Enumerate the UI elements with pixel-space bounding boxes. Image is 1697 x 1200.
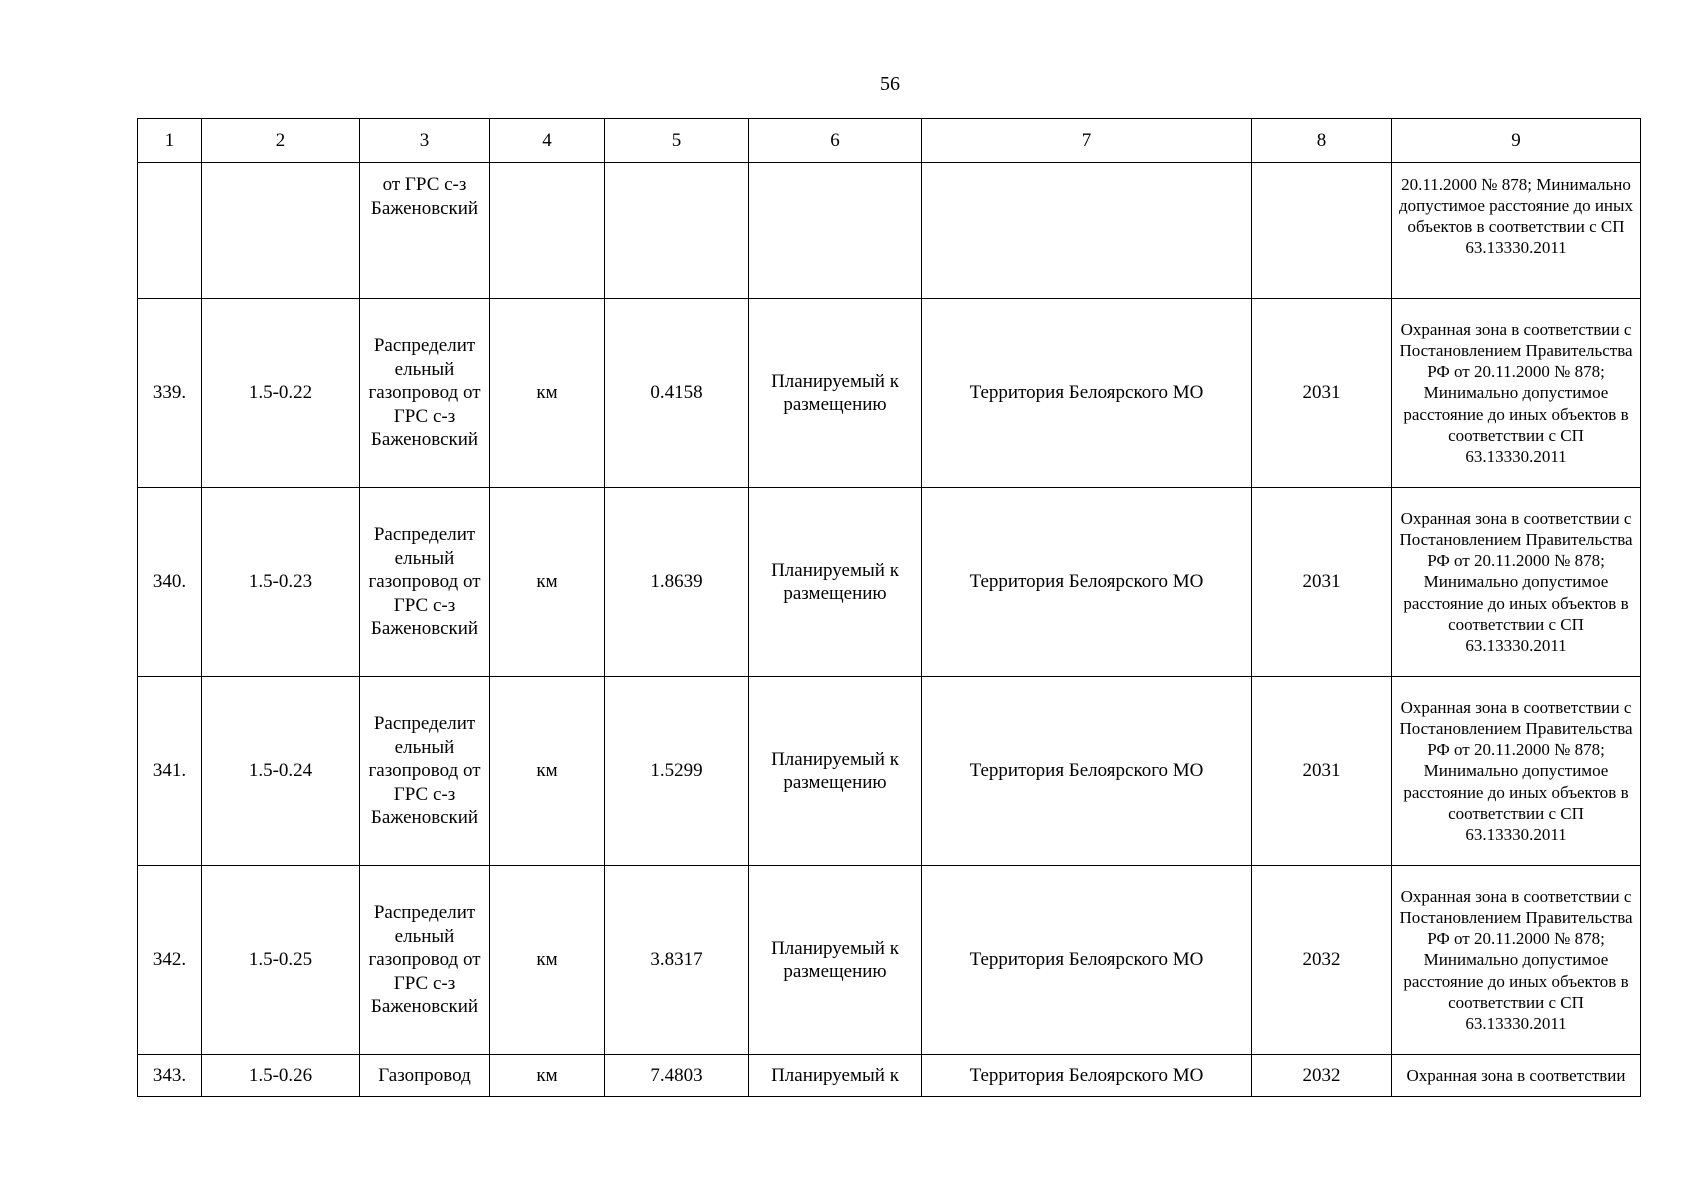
- cell-num: [138, 163, 202, 299]
- header-cell: 3: [360, 119, 490, 163]
- cell-code: 1.5-0.25: [202, 866, 360, 1055]
- cell-unit: [490, 163, 605, 299]
- cell-code: 1.5-0.23: [202, 488, 360, 677]
- cell-status: Планируемый к: [749, 1055, 922, 1097]
- cell-unit: км: [490, 299, 605, 488]
- cell-name: Распределит ельный газопровод от ГРС с-з Баженовский: [360, 299, 490, 488]
- cell-year: 2031: [1252, 488, 1392, 677]
- cell-location: Территория Белоярского МО: [922, 488, 1252, 677]
- cell-zone: Охранная зона в соответствии с Постановлением Правительства РФ от 20.11.2000 № 878; Минимально допустимое расстояние до иных объектов в соответствии с СП 63.13330.2011: [1392, 677, 1641, 866]
- cell-name: Распределит ельный газопровод от ГРС с-з Баженовский: [360, 677, 490, 866]
- cell-status: Планируемый к размещению: [749, 866, 922, 1055]
- cell-num: 342.: [138, 866, 202, 1055]
- cell-zone: 20.11.2000 № 878; Минимально допустимое расстояние до иных объектов в соответствии с СП 63.13330.2011: [1392, 163, 1641, 299]
- cell-num: 341.: [138, 677, 202, 866]
- cell-value: 3.8317: [605, 866, 749, 1055]
- cell-name: Газопровод: [360, 1055, 490, 1097]
- cell-num: 340.: [138, 488, 202, 677]
- header-cell: 6: [749, 119, 922, 163]
- cell-year: 2031: [1252, 677, 1392, 866]
- cell-zone: Охранная зона в соответствии с Постановлением Правительства РФ от 20.11.2000 № 878; Минимально допустимое расстояние до иных объектов в соответствии с СП 63.13330.2011: [1392, 299, 1641, 488]
- cell-value: 1.8639: [605, 488, 749, 677]
- table-row: [138, 299, 1641, 488]
- cell-zone: Охранная зона в соответствии: [1392, 1055, 1641, 1097]
- cell-location: Территория Белоярского МО: [922, 677, 1252, 866]
- header-cell: 5: [605, 119, 749, 163]
- cell-value: 0.4158: [605, 299, 749, 488]
- header-cell: 7: [922, 119, 1252, 163]
- cell-unit: км: [490, 866, 605, 1055]
- cell-name: Распределит ельный газопровод от ГРС с-з Баженовский: [360, 488, 490, 677]
- cell-year: 2032: [1252, 1055, 1392, 1097]
- cell-status: Планируемый к размещению: [749, 299, 922, 488]
- header-cell: 9: [1392, 119, 1641, 163]
- cell-unit: км: [490, 1055, 605, 1097]
- cell-code: 1.5-0.26: [202, 1055, 360, 1097]
- cell-location: Территория Белоярского МО: [922, 299, 1252, 488]
- cell-unit: км: [490, 488, 605, 677]
- cell-code: [202, 163, 360, 299]
- cell-value: 1.5299: [605, 677, 749, 866]
- cell-name: Распределит ельный газопровод от ГРС с-з Баженовский: [360, 866, 490, 1055]
- cell-name: от ГРС с-з Баженовский: [360, 163, 490, 299]
- cell-code: 1.5-0.24: [202, 677, 360, 866]
- table-row: [138, 488, 1641, 677]
- cell-status: [749, 163, 922, 299]
- cell-location: [922, 163, 1252, 299]
- table-row-continued: [138, 163, 1641, 299]
- cell-status: Планируемый к размещению: [749, 488, 922, 677]
- header-cell: 4: [490, 119, 605, 163]
- header-cell: 1: [138, 119, 202, 163]
- cell-num: 343.: [138, 1055, 202, 1097]
- table-row: [138, 866, 1641, 1055]
- cell-zone: Охранная зона в соответствии с Постановлением Правительства РФ от 20.11.2000 № 878; Минимально допустимое расстояние до иных объектов в соответствии с СП 63.13330.2011: [1392, 866, 1641, 1055]
- cell-status: Планируемый к размещению: [749, 677, 922, 866]
- table-row-truncated: [138, 1055, 1641, 1097]
- header-cell: 8: [1252, 119, 1392, 163]
- objects-table: [137, 118, 1641, 1097]
- cell-num: 339.: [138, 299, 202, 488]
- cell-year: 2032: [1252, 866, 1392, 1055]
- cell-zone: Охранная зона в соответствии с Постановлением Правительства РФ от 20.11.2000 № 878; Минимально допустимое расстояние до иных объектов в соответствии с СП 63.13330.2011: [1392, 488, 1641, 677]
- cell-year: [1252, 163, 1392, 299]
- table-row: [138, 677, 1641, 866]
- cell-location: Территория Белоярского МО: [922, 1055, 1252, 1097]
- cell-location: Территория Белоярского МО: [922, 866, 1252, 1055]
- cell-value: 7.4803: [605, 1055, 749, 1097]
- cell-value: [605, 163, 749, 299]
- header-cell: 2: [202, 119, 360, 163]
- cell-year: 2031: [1252, 299, 1392, 488]
- page-number: 56: [880, 73, 900, 95]
- cell-unit: км: [490, 677, 605, 866]
- cell-code: 1.5-0.22: [202, 299, 360, 488]
- header-row: [138, 119, 1641, 163]
